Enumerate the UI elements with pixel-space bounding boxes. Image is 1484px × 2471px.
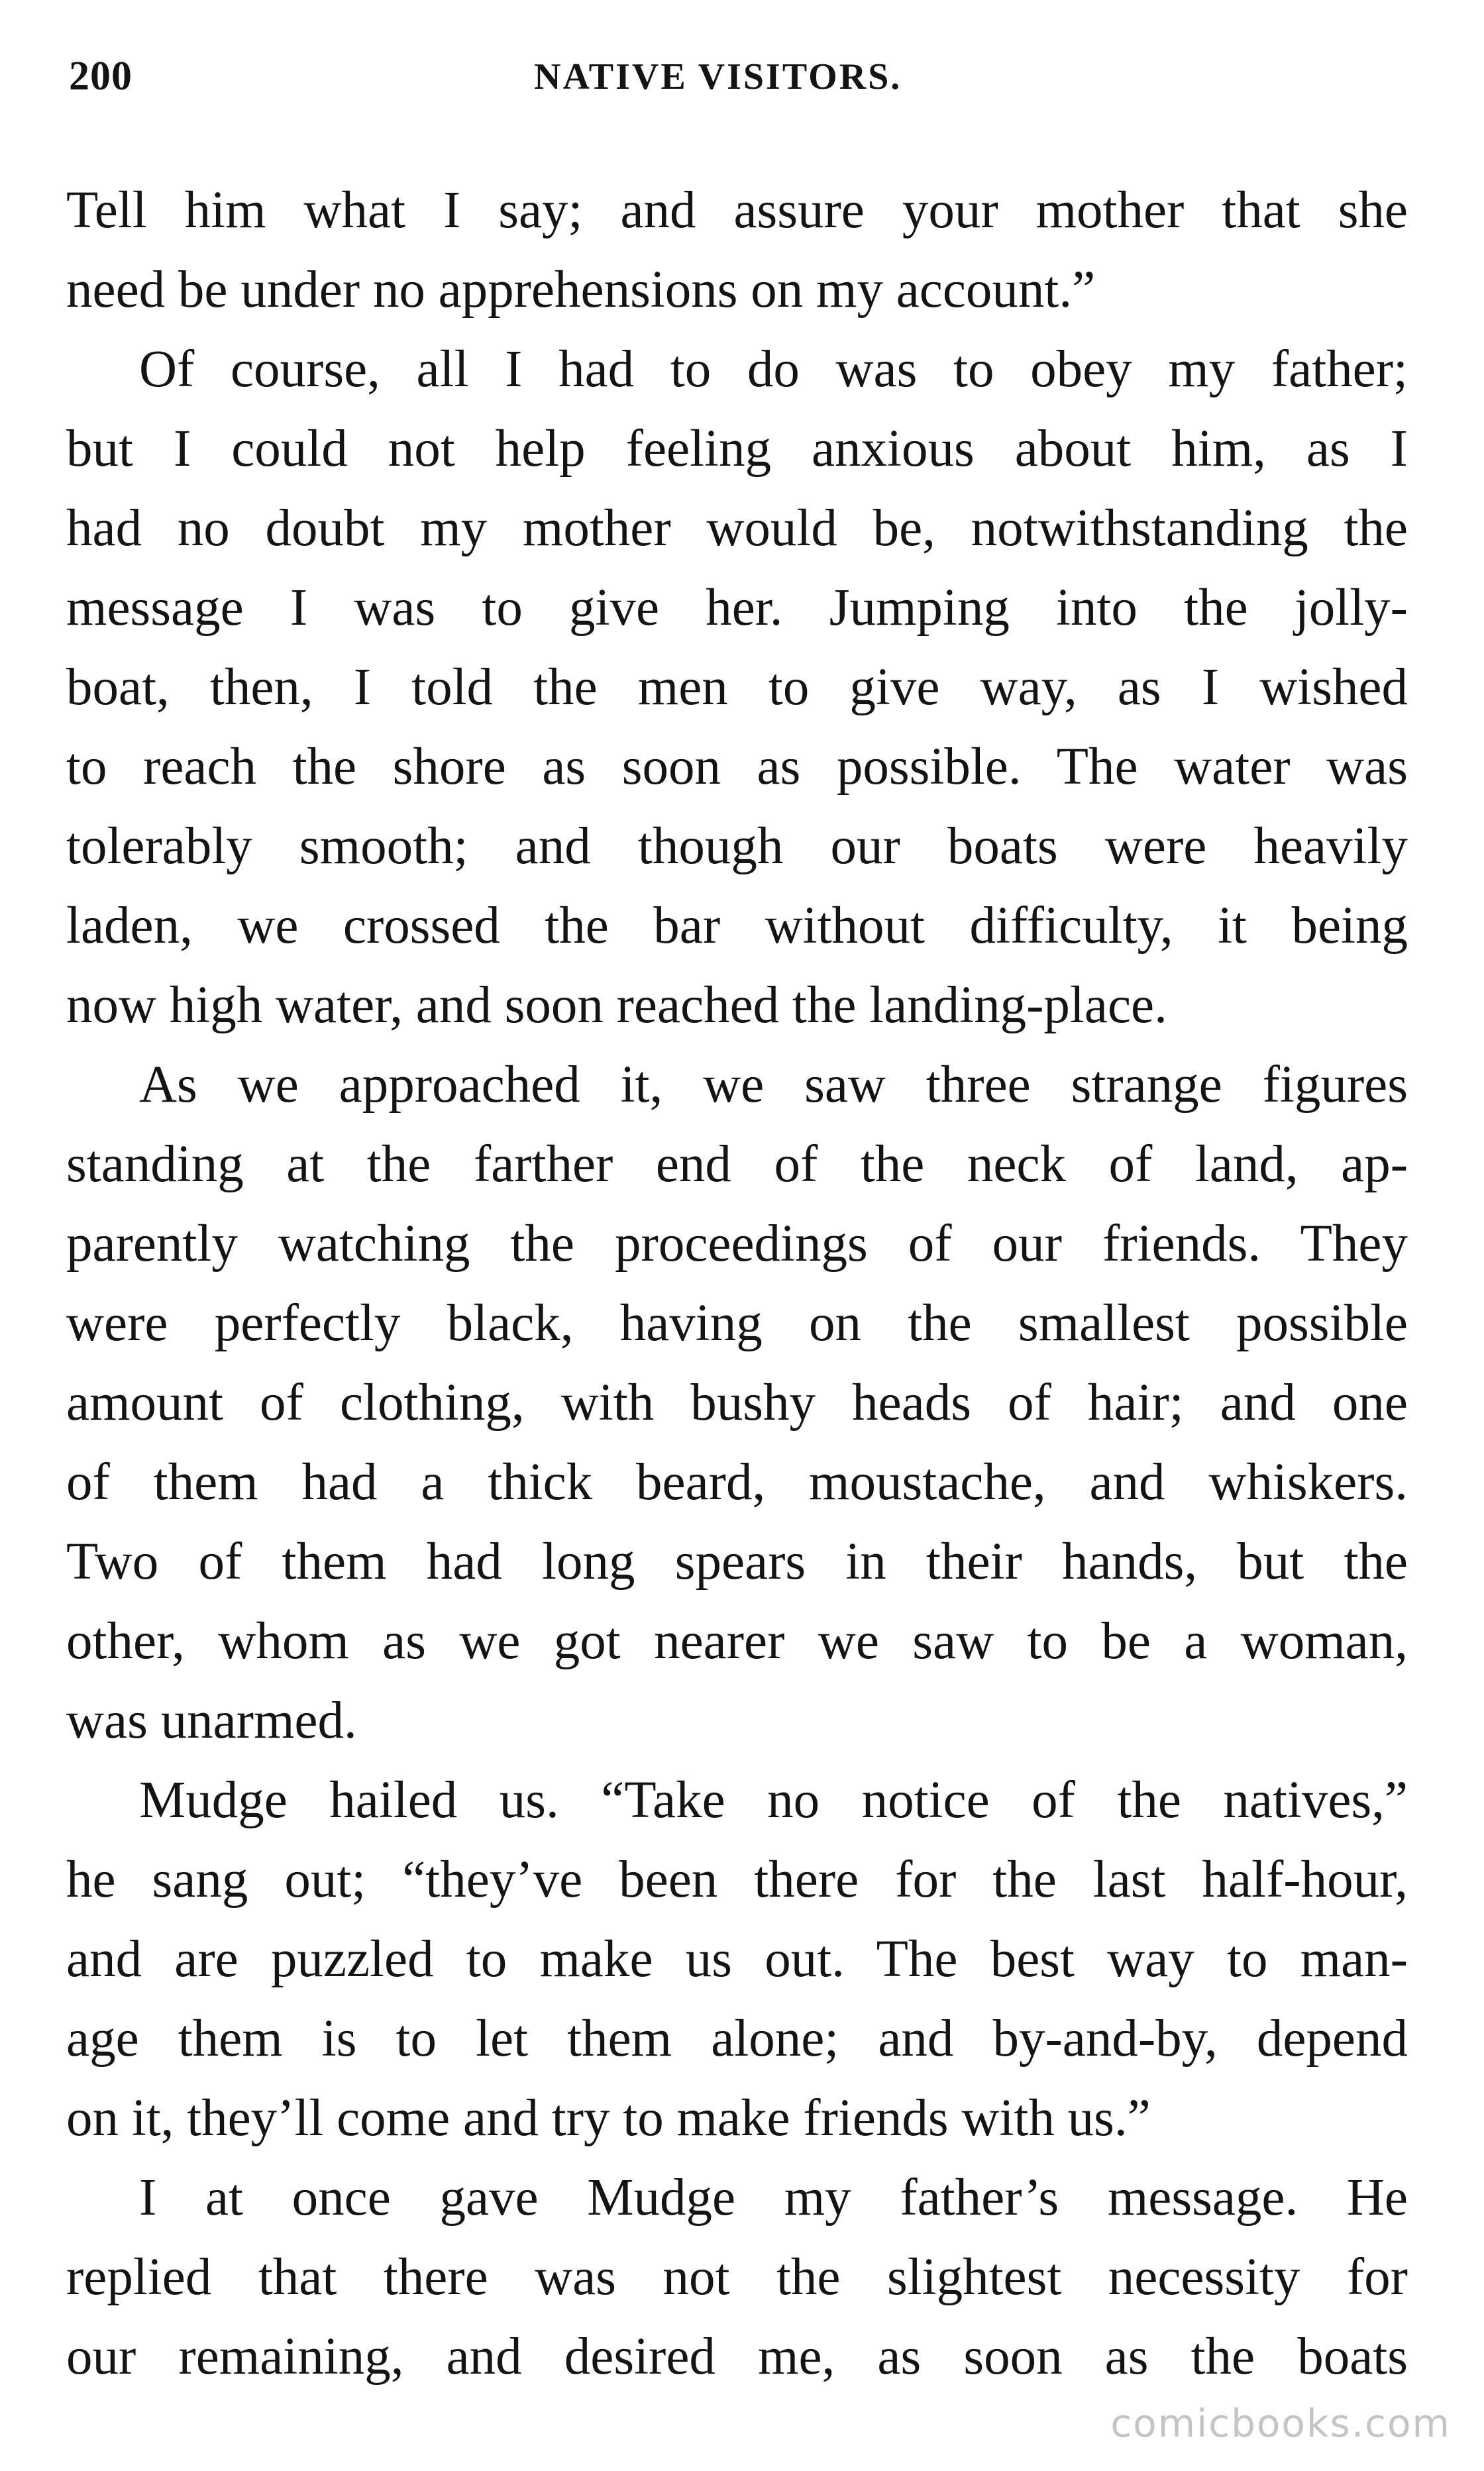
text-line: boat, then, I told the men to give way, as I wished: [66, 658, 1408, 716]
text-line: our remaining, and desired me, as soon as the boats: [66, 2328, 1408, 2386]
text-line: of them had a thick beard, moustache, and whiskers.: [66, 1453, 1408, 1511]
body-text: [66, 171, 1408, 2397]
text-line: was unarmed.: [66, 1692, 357, 1750]
text-line: had no doubt my mother would be, notwithstanding the: [66, 499, 1408, 557]
paragraph-start-line: Of course, all I had to do was to obey my father;: [139, 341, 1408, 398]
text-line: parently watching the proceedings of our friends. They: [66, 1215, 1408, 1273]
text-line: were perfectly black, having on the smallest possible: [66, 1294, 1408, 1352]
text-line: Tell him what I say; and assure your mother that she: [66, 182, 1408, 239]
text-line: replied that there was not the slightest necessity for: [66, 2248, 1408, 2306]
text-line: he sang out; “they’ve been there for the last half-hour,: [66, 1851, 1408, 1909]
text-line: but I could not help feeling anxious about him, as I: [66, 420, 1408, 478]
text-line: standing at the farther end of the neck of land, ap-: [66, 1135, 1408, 1193]
text-line: amount of clothing, with bushy heads of hair; and one: [66, 1374, 1408, 1432]
text-line: now high water, and soon reached the landing-place.: [66, 976, 1167, 1034]
paragraph-start-line: I at once gave Mudge my father’s message. He: [139, 2169, 1408, 2227]
text-line: need be under no apprehensions on my account.”: [66, 261, 1096, 319]
text-line: and are puzzled to make us out. The best way to man-: [66, 1930, 1408, 1988]
paragraph-start-line: As we approached it, we saw three strange figures: [139, 1056, 1408, 1114]
text-line: other, whom as we got nearer we saw to be a woman,: [66, 1612, 1408, 1670]
running-title: NATIVE VISITORS.: [534, 56, 902, 97]
text-line: to reach the shore as soon as possible. The water was: [66, 738, 1408, 796]
paragraph-start-line: Mudge hailed us. “Take no notice of the natives,”: [139, 1771, 1408, 1829]
text-line: message I was to give her. Jumping into the jolly-: [66, 579, 1408, 637]
text-line: laden, we crossed the bar without difficulty, it being: [66, 897, 1408, 955]
page-number: 200: [69, 54, 132, 99]
text-line: on it, they’ll come and try to make friends with us.”: [66, 2089, 1151, 2147]
text-line: age them is to let them alone; and by-and-by, depend: [66, 2010, 1408, 2068]
running-head: [0, 53, 1484, 126]
text-line: Two of them had long spears in their hands, but the: [66, 1533, 1408, 1591]
text-line: tolerably smooth; and though our boats were heavily: [66, 817, 1408, 875]
watermark: comicbooks.com: [1110, 2401, 1451, 2446]
